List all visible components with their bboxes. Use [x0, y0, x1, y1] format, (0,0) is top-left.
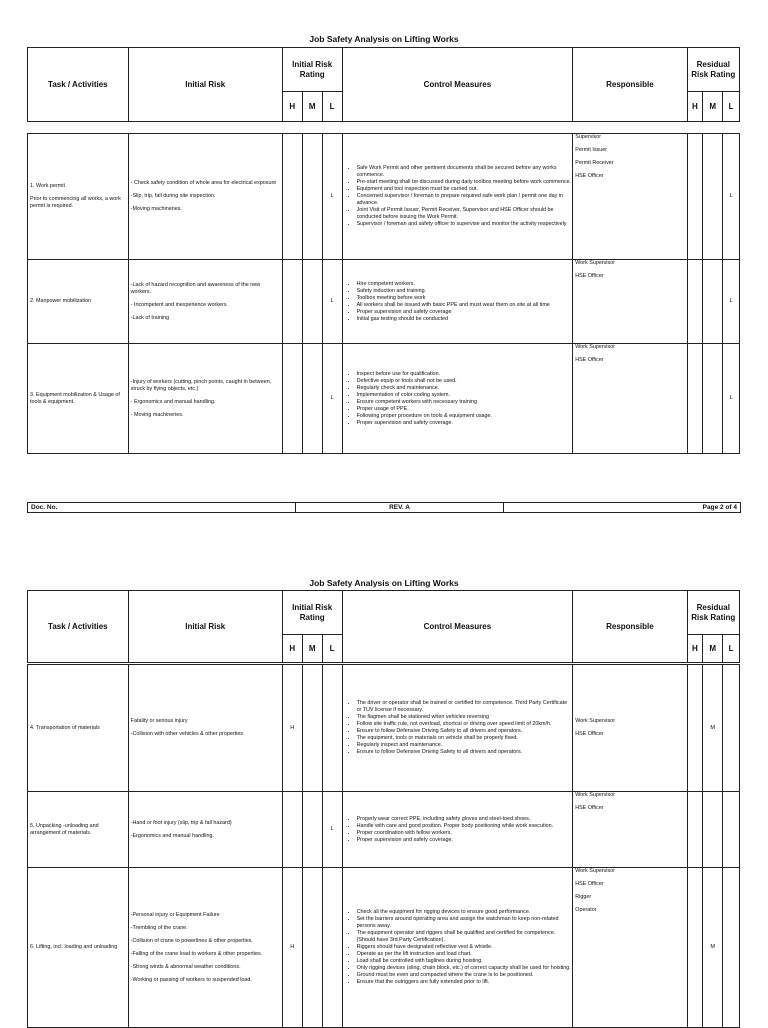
residual-h	[687, 344, 703, 454]
rating-l	[322, 665, 342, 792]
responsible-text: HSE Officer	[575, 173, 604, 179]
control-item: • Handle with care and good position. Proper body positioning while work execution.	[357, 823, 573, 830]
control-item: • Initial gas testing should be conducted	[357, 316, 573, 323]
risk-text: -Trembling of the crane.	[130, 924, 188, 931]
responsible-cell	[573, 260, 687, 344]
task-text: 3. Equipment mobilization & Usage of tools & equipment.	[30, 391, 120, 405]
table-row	[28, 665, 740, 792]
rating-h	[282, 260, 302, 344]
task-text: Prior to commencing all works, a work permit is required.	[30, 196, 121, 209]
residual-m	[703, 344, 723, 454]
risk-cell	[128, 344, 282, 454]
header-residual-h: H	[687, 635, 703, 663]
page1-title: Job Safety Analysis on Lifting Works	[309, 34, 459, 44]
responsible-text: HSE Officer	[575, 357, 604, 363]
residual-m	[703, 134, 723, 260]
control-item: • Ensure to follow Defensive Driving Safety to all drivers and operators.	[357, 728, 573, 735]
control-item: • Joint Visit of Permit Issuer, Permit Receiver, Supervisor and HSE Officer should be conducted before issuing the Work Permit.	[357, 207, 573, 221]
header-residual-m: M	[703, 635, 723, 663]
residual-m	[703, 260, 723, 344]
footer-revision: REV. A	[296, 503, 504, 513]
header-l: L	[322, 635, 342, 663]
control-item: • Equipment and tool inspection must be carried out.	[357, 186, 573, 193]
responsible-text: Permit Receiver	[575, 160, 614, 166]
rating-l: L	[322, 792, 342, 868]
task-cell	[28, 868, 129, 1028]
control-item: • Properly wear correct PPE, including safety gloves and steel-toed shoes.	[357, 816, 573, 823]
responsible-text: Work Supervisor	[575, 260, 615, 266]
control-item: • Check all the equipment for rigging devices to ensure good performance.	[357, 909, 573, 916]
residual-h	[687, 665, 703, 792]
header-responsible: Responsible	[573, 591, 687, 663]
rating-m	[302, 134, 322, 260]
rating-m	[302, 665, 322, 792]
responsible-text: Permit Issuer	[575, 147, 608, 153]
risk-text: - Incompetent and inexperience workers	[130, 301, 227, 308]
table-row	[28, 344, 740, 454]
page1-header-table	[27, 47, 740, 122]
footer-page-number: Page 2 of 4	[504, 503, 741, 513]
controls-cell	[342, 665, 573, 792]
control-item: • Concerned supervisor / foreman to prepare required safe work plan / permit one day in advance.	[357, 193, 573, 207]
control-item: • All workers shall be issued with basic PPE and must wear them on site at all time	[357, 302, 573, 309]
control-item: • Ensure competent workers with necessary training	[357, 399, 573, 406]
header-control-measures: Control Measures	[342, 48, 573, 122]
footer-doc-no: Doc. No.	[28, 503, 296, 513]
responsible-text: Work Supervisor	[575, 868, 615, 874]
header-initial-rating: Initial Risk Rating	[282, 48, 342, 92]
risk-text: -Collision of crane to powerlines & other properties.	[130, 937, 253, 944]
page1-footer	[27, 502, 741, 513]
residual-m: M	[703, 868, 723, 1028]
header-h: H	[282, 635, 302, 663]
responsible-text: Supervisor	[575, 134, 602, 140]
risk-text: -Falling of the crane load to workers & other properties.	[130, 950, 263, 957]
residual-m	[703, 792, 723, 868]
control-item: • Implementation of color coding system.	[357, 392, 573, 399]
control-item: • The equipment, tools or materials on vehicle shall be properly fixed.	[357, 735, 573, 742]
controls-cell	[342, 344, 573, 454]
responsible-text: HSE Officer	[575, 805, 604, 811]
header-task: Task / Activities	[28, 591, 129, 663]
task-text: 5. Unpacking -unloading and arrangement of materials.	[30, 822, 99, 836]
control-item: • Proper usage of PPE.	[357, 406, 573, 413]
header-residual-rating: Residual Risk Rating	[687, 591, 739, 635]
header-responsible: Responsible	[573, 48, 687, 122]
risk-text: -Ergonomics and manual handling.	[130, 832, 214, 839]
control-item: • Only rigging devices (sling, chain block, etc.) of correct capacity shall be used for hoisting.	[357, 965, 573, 972]
responsible-cell	[573, 868, 687, 1028]
controls-cell	[342, 868, 573, 1028]
rating-m	[302, 792, 322, 868]
risk-text: -Moving machineries.	[130, 206, 182, 212]
risk-cell	[128, 665, 282, 792]
task-cell	[28, 260, 129, 344]
control-item: • Safe Work Permit and other pertinent documents shall be secured before any works commence.	[357, 165, 573, 179]
rating-h	[282, 134, 302, 260]
control-item: • Operate as per the lift instruction and load chart.	[357, 951, 573, 958]
control-item: • Following proper procedure on tools & equipment usage.	[357, 413, 573, 420]
header-residual-m: M	[703, 92, 723, 122]
responsible-cell	[573, 792, 687, 868]
header-initial-risk: Initial Risk	[128, 48, 282, 122]
responsible-text: HSE Officer	[575, 731, 604, 737]
control-item: • Ensure that the outriggers are fully extended prior to lift.	[357, 979, 573, 986]
responsible-text: Work Supervisor	[575, 344, 615, 350]
residual-l	[723, 792, 740, 868]
risk-text: -Collision with other vehicles & other properties	[130, 731, 244, 737]
responsible-cell	[573, 665, 687, 792]
rating-h	[282, 792, 302, 868]
task-cell	[28, 792, 129, 868]
header-residual-l: L	[723, 635, 740, 663]
rating-m	[302, 260, 322, 344]
residual-m: M	[703, 665, 723, 792]
header-residual-h: H	[687, 92, 703, 122]
table-row	[28, 260, 740, 344]
rating-h	[282, 344, 302, 454]
header-l: L	[322, 92, 342, 122]
control-item: • Ground must be even and compacted where the crane is to be positioned.	[357, 972, 573, 979]
residual-l	[723, 868, 740, 1028]
residual-l: L	[723, 344, 740, 454]
responsible-text: HSE Officer	[575, 881, 604, 887]
risk-text: - Moving machineries.	[130, 411, 184, 418]
control-item: • Proper coordination with fellow workers.	[357, 830, 573, 837]
responsible-cell	[573, 134, 687, 260]
risk-text: -Strong winds & abnormal weather conditions.	[130, 963, 241, 970]
task-cell	[28, 344, 129, 454]
risk-text: -Lack of training	[130, 314, 170, 321]
controls-cell	[342, 260, 573, 344]
header-task: Task / Activities	[28, 48, 129, 122]
page1-body-table	[27, 133, 740, 454]
risk-text: -Hand or foot injury (slip, trip & fall hazard)	[130, 819, 232, 826]
control-item: • Defective equip or tools shall not be used.	[357, 378, 573, 385]
responsible-text: HSE Officer	[575, 273, 604, 279]
control-item: • Regularly check and maintenance.	[357, 385, 573, 392]
risk-text: -Lack of hazard recognition and awareness of the new workers.	[130, 281, 261, 295]
task-text: 2. Manpower mobilization	[30, 298, 92, 304]
rating-l: L	[322, 260, 342, 344]
header-initial-rating: Initial Risk Rating	[282, 591, 342, 635]
header-residual-rating: Residual Risk Rating	[687, 48, 739, 92]
control-item: • Regularly inspect and maintenance.	[357, 742, 573, 749]
page2-title: Job Safety Analysis on Lifting Works	[309, 578, 459, 588]
control-item: • Follow site traffic rule, not overload, shortcut or driving over speed limit of 20km/h.	[357, 721, 573, 728]
page2-header-table	[27, 590, 740, 663]
control-item: • Proper supervision and safety coverage.	[357, 837, 573, 844]
controls-cell	[342, 792, 573, 868]
control-item: • The flagmen shall be stationed when vehicles reversing	[357, 714, 573, 721]
residual-h	[687, 868, 703, 1028]
risk-cell	[128, 134, 282, 260]
control-item: • Proper supervision and safety coverage.	[357, 420, 573, 427]
control-item: • Proper supervision and safety coverage	[357, 309, 573, 316]
control-item: • Toolbox meeting before work	[357, 295, 573, 302]
header-m: M	[302, 92, 322, 122]
risk-text: -Personal injury or Equipment Failure	[130, 911, 220, 918]
task-text: 1. Work permit	[30, 183, 65, 189]
responsible-text: Work Supervisor	[575, 718, 615, 724]
risk-cell	[128, 792, 282, 868]
risk-text: Fatality or serious injury	[130, 718, 188, 724]
controls-cell	[342, 134, 573, 260]
residual-l: L	[723, 134, 740, 260]
residual-h	[687, 134, 703, 260]
risk-text: -Slip, trip, fall during site inspection.	[130, 193, 216, 199]
rating-m	[302, 344, 322, 454]
control-item: • Ensure to follow Defensive Driving Safety to all drivers and operators.	[357, 749, 573, 756]
header-initial-risk: Initial Risk	[128, 591, 282, 663]
rating-m	[302, 868, 322, 1028]
responsible-cell	[573, 344, 687, 454]
header-residual-l: L	[723, 92, 740, 122]
table-row	[28, 868, 740, 1028]
header-m: M	[302, 635, 322, 663]
table-row	[28, 792, 740, 868]
table-row	[28, 134, 740, 260]
control-item: • Hire competent workers.	[357, 281, 573, 288]
rating-h: H	[282, 868, 302, 1028]
header-h: H	[282, 92, 302, 122]
task-text: 6. Lifting, incl. loading and unloading	[30, 944, 118, 950]
rating-l: L	[322, 134, 342, 260]
residual-l	[723, 665, 740, 792]
control-item: • Set the barriers around operating area and assign the watchman to keep non-related persons away.	[357, 916, 573, 930]
control-item: • The driver or operator shall be trained or certified for competence. Third Party Certificate or TUV license if necessary.	[357, 700, 573, 714]
residual-h	[687, 792, 703, 868]
control-item: • Load shall be controlled with taglines during hoisting.	[357, 958, 573, 965]
responsible-text: Rigger	[575, 894, 592, 900]
risk-cell	[128, 868, 282, 1028]
residual-h	[687, 260, 703, 344]
header-control-measures: Control Measures	[342, 591, 573, 663]
risk-cell	[128, 260, 282, 344]
rating-l	[322, 868, 342, 1028]
control-item: • Safety induction and training.	[357, 288, 573, 295]
task-text: 4. Transportation of materials	[30, 724, 100, 731]
control-item: • Riggers should have designated reflective vest & whistle.	[357, 944, 573, 951]
task-cell	[28, 134, 129, 260]
responsible-text: Work Supervisor	[575, 792, 615, 798]
residual-l: L	[723, 260, 740, 344]
control-item: • Pre-start meeting shall be discussed during daily toolbox meeting before work commence.	[357, 179, 573, 186]
rating-h: H	[282, 665, 302, 792]
rating-l: L	[322, 344, 342, 454]
task-cell	[28, 665, 129, 792]
risk-text: - Ergonomics and manual handling.	[130, 398, 216, 405]
responsible-text: Operator	[575, 907, 597, 913]
control-item: • Inspect before use for qualification.	[357, 371, 573, 378]
control-item: • The equipment operator and riggers shall be qualified and certified for competence. (Should have 3rd Party Certification).	[357, 930, 573, 944]
risk-text: - Check safety condition of whole area for electrical exposure	[130, 180, 277, 186]
page2-body-table	[27, 664, 740, 1028]
risk-text: -Working or passing of workers to suspended load.	[130, 976, 252, 983]
risk-text: -Injury of workers (cutting, pinch points, caught in between, struck by flying objects, etc.)	[130, 378, 272, 392]
control-item: • Supervisor / foreman and safety officer to supervise and monitor the activity respectively	[357, 221, 573, 228]
